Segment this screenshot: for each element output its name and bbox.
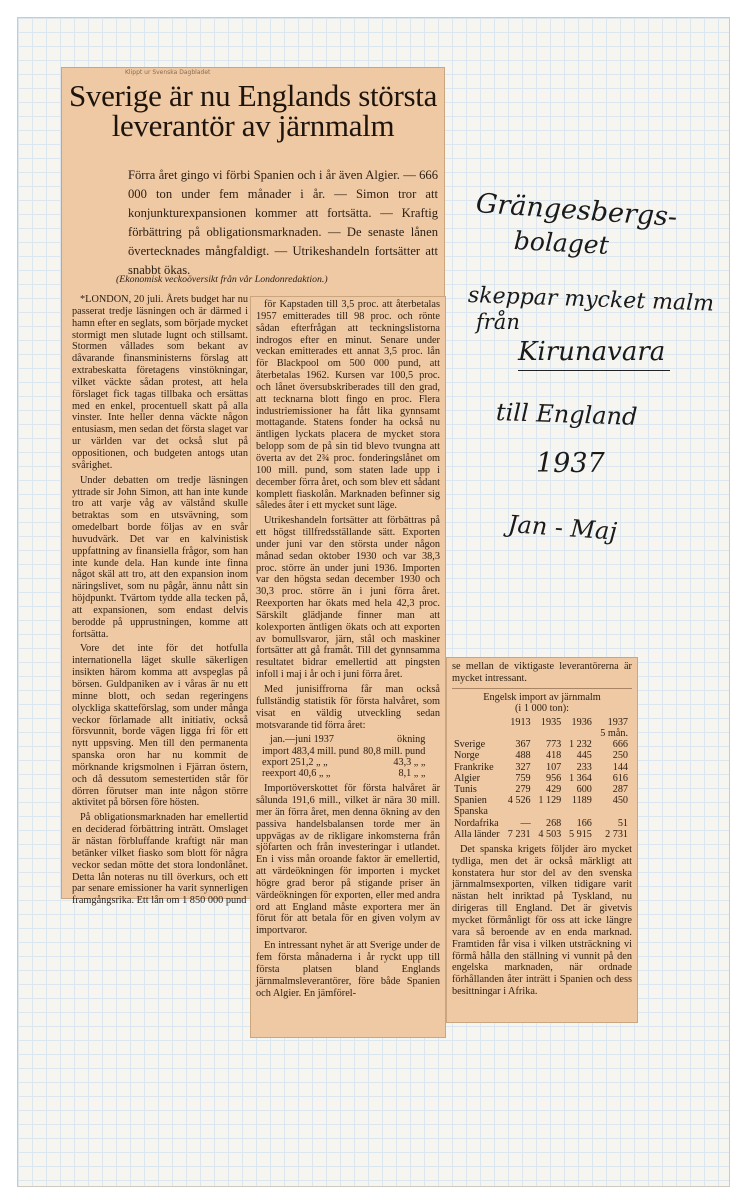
year-note: 5 mån. bbox=[600, 727, 628, 739]
lede-paragraph: Förra året gingo vi förbi Spanien och i år även Algier. — 666 000 ton under fem månader i år. — Simon tror att konjunkturexpansionen kommer att fortsätta. — Kraftig förbättring på obligationsmarknaden. — De senaste lånen övertecknades mångfaldigt. — Utrikeshandeln fortsätter att snabbt ökas. bbox=[128, 168, 438, 277]
byline: (Ekonomisk veckoöversikt från vår Londonredaktion.) bbox=[116, 274, 328, 285]
value-cell: 418 bbox=[545, 750, 562, 762]
year-header: 1935 bbox=[540, 716, 562, 728]
value-cell: 4 526 bbox=[507, 795, 531, 807]
article-column-1 bbox=[72, 294, 248, 910]
article-column-2 bbox=[256, 299, 440, 1002]
year-header: 1936 bbox=[571, 716, 592, 728]
table-row bbox=[452, 739, 630, 750]
ore-table-title: Engelsk import av järnmalm bbox=[483, 691, 601, 703]
handwriting-line: 1937 bbox=[536, 448, 605, 479]
value-cell: 268 bbox=[545, 817, 562, 829]
divider bbox=[452, 688, 632, 689]
paragraph: *LONDON, 20 juli. Årets budget har nu passerat tredje läsningen och är därmed i hamn efter en seglats, som började mycket stormigt men slutade lugnt och stillsamt. Stormen vållades som bekant av dåvarande finansministerns förslag att extrabeskatta företagens vinstökningar, vilket väckte sådan protest, att hela förslaget fick tagas tillbaka och ersättas med en enkel, procentuell skatt på alla vinster. Inte heller denna väckte någon entusiasm, men sedan det första slaget var ur världen var det också slut på oppositionen, och budgeten antogs utan svårighet. bbox=[72, 294, 248, 471]
table-row bbox=[452, 829, 630, 840]
handwriting-line: Kirunavara bbox=[518, 337, 666, 367]
value-cell: 445 bbox=[576, 750, 592, 762]
year-header: 1913 bbox=[510, 716, 531, 728]
table-header-row bbox=[452, 717, 630, 728]
table-note-row bbox=[452, 728, 630, 739]
table-cell: import 483,4 mill. pund bbox=[262, 745, 360, 757]
handwriting-line: Grängesbergs- bbox=[474, 188, 679, 234]
handwriting-line: Jan - Maj bbox=[507, 510, 618, 546]
value-cell: 327 bbox=[515, 761, 531, 773]
table-header-cell: ökning bbox=[397, 734, 426, 746]
value-cell: 367 bbox=[515, 739, 531, 751]
value-cell: — bbox=[520, 817, 531, 829]
paragraph: Under debatten om tredje läsningen yttrade sir John Simon, att han inte kunde tro att varje våg av välstånd skulle betraktas som en utsvävning, som omedelbart borde följas av en svår huvudvärk. Det var en kalvinistisk uppfattning av finansiella frågor, som han inte kunde dela. Han kunde inte finna något skäl att tro, att den expansion inom näringslivet, som nu pågår, ännu nått sin höjdpunkt. Tvärtom tydde alla tecken på, att expansionen, som endast delvis berodde på upprustningen, komme att fortsätta. bbox=[72, 474, 248, 640]
value-cell: 1 364 bbox=[568, 772, 592, 784]
country-cell: Frankrike bbox=[454, 761, 494, 773]
handwriting-line: från bbox=[476, 310, 520, 334]
iron-ore-import-table bbox=[452, 717, 630, 840]
table-row bbox=[452, 762, 630, 773]
paragraph: se mellan de viktigaste leverantörerna är mycket intressant. bbox=[452, 661, 632, 684]
country-cell: Algier bbox=[454, 772, 481, 784]
value-cell: 233 bbox=[576, 761, 592, 773]
value-cell: 773 bbox=[545, 739, 562, 751]
table-cell: export 251,2 „ „ bbox=[262, 756, 328, 768]
value-cell: 1 232 bbox=[568, 739, 592, 751]
value-cell: 5 915 bbox=[568, 828, 592, 840]
table-row bbox=[452, 784, 630, 795]
value-cell: 7 231 bbox=[507, 828, 531, 840]
value-cell: 144 bbox=[612, 761, 628, 773]
country-cell: Norge bbox=[454, 750, 480, 762]
table-row bbox=[260, 746, 427, 757]
clipping-stamp: Klippt ur Svenska Dagbladet bbox=[125, 69, 211, 76]
value-cell: 107 bbox=[545, 761, 562, 773]
handwriting-line: skeppar mycket malm bbox=[467, 283, 715, 317]
newspaper-clipping-column-2 bbox=[250, 296, 446, 1038]
table-row bbox=[452, 773, 630, 784]
ore-table-unit: (i 1 000 ton): bbox=[514, 703, 570, 715]
value-cell: 956 bbox=[545, 772, 562, 784]
value-cell: 600 bbox=[576, 783, 592, 795]
paragraph: Det spanska krigets följder äro mycket tydliga, men det är också märkligt att konstatera hur stor del av den svenska järnmalmsexporten, vilken tidigare varit nästan helt inriktad på Tyskland, nu dirigeras till England. Det är givetvis mycket förmånligt för oss att icke längre vara så beroende av en enda marknad. Framtiden får visa i vilken utsträckning vi förmå hålla den ställning vi vunnit på den engelska marknaden, när ordnade förhållanden åter inträtt i Spanien och dess besittningar i Afrika. bbox=[452, 843, 632, 998]
country-cell: Sverige bbox=[454, 739, 486, 751]
paragraph: Importöverskottet för första halvåret är sålunda 191,6 mill., vilket är nära 30 mill. mer än förra året, men denna ökning av den passiva handelsbalansen torde mer än uppvägas av de rikligare inkomsterna från sjöfarten och från investeringar i utlandet. En i viss mån oroande faktor är emellertid, att värdeökningen för importen i mycket högre grad beror på stigande priser än värdeökningen för exporten, eller med andra ord att England måste exportera mer än förut för att betala för en given volym av importvaror. bbox=[256, 783, 440, 937]
table-cell: 43,3 „ „ bbox=[393, 756, 426, 768]
table-header-row bbox=[260, 734, 427, 745]
paragraph: Vore det inte för det hotfulla internationella läget skulle säkerligen insikten härom komma att avspeglas på börsen. Guldpaniken av i våras är nu ett minne blott, och sedan regeringens olyckliga skatteförslag, som under många veckor förlamade allt initiativ, också försvunnit, borde vägen ligga fri för ett nytt uppsving. Men till den permanenta spanska oron har nu kommit de mörknande krigsmolnen i Fjärran östern, och då dessutom semestertiden står för dörren förutser man inte någon större aktivitet på börsen före hösten. bbox=[72, 643, 248, 809]
value-cell: 51 bbox=[617, 817, 628, 829]
handwriting-line: bolaget bbox=[513, 226, 610, 260]
table-header-cell: jan.—juni 1937 bbox=[270, 734, 334, 746]
table-cell: 80,8 mill. pund bbox=[363, 745, 426, 757]
table-cell: reexport 40,6 „ „ bbox=[262, 767, 331, 779]
paragraph: Utrikeshandeln fortsätter att förbättras på ett högst tillfredsställande sätt. Exporten under juni var den största under någon månad sedan oktober 1930 och var 38,3 proc. större än under juni 1936. Importen var den högsta sedan december 1930 och 30,3 proc. större än i juni förra året. Reexporten har ökats med hela 42,3 proc. Särskilt glädjande finner man att kolexporten äntligen ökats och att exporten av bomullsvaror, järn, stål och maskiner fortsätter att gå framåt. Till det gynnsamma resultatet bidrar emellertid att pingsten infoll i maj i år och i juni förra året. bbox=[256, 515, 440, 681]
value-cell: 1189 bbox=[571, 795, 592, 807]
paragraph: för Kapstaden till 3,5 proc. att återbetalas 1957 emitterades till 98 proc. och rönte sådan efterfrågan att teckningslistorna indrogos efter en minut. Senare under veckan emitterades ett annat 3,5 proc. lån för Blackpool om 500 000 pund, att återbetalas 1962. Kursen var 100,5 proc. och lånet översubskriberades till den grad, att tecknarna blott fingo en proc. Flera industriemissioner ha fått lika gynnsamt mottagande. Statens fonder ha också nu äntligen lyckats placera de mycket stora belopp som de på sin tid blevo tvungna att överta av det 2¾ proc. fonderingslånet om 100 mill. pund, som staten lade upp i december förra året, och som blev ett sådant komplett fiaskolån. Marknaden befinner sig således åter i ett mycket sunt läge. bbox=[256, 299, 440, 512]
table-row bbox=[452, 806, 630, 828]
table-row bbox=[260, 757, 427, 768]
value-cell: 287 bbox=[612, 783, 628, 795]
value-cell: 488 bbox=[515, 750, 531, 762]
headline: Sverige är nu Englands största leverantör av järnmalm bbox=[68, 78, 438, 143]
country-cell: Tunis bbox=[454, 783, 477, 795]
value-cell: 166 bbox=[576, 817, 592, 829]
value-cell: 616 bbox=[612, 772, 628, 784]
value-cell: 759 bbox=[515, 772, 531, 784]
paragraph: Med junisiffrorna får man också fullständig statistik för första halvåret, som visat en väldig utveckling sedan motsvarande tid förra året: bbox=[256, 684, 440, 731]
article-column-3 bbox=[452, 661, 632, 1001]
table-row bbox=[260, 768, 427, 779]
handwriting-line: till England bbox=[495, 398, 638, 431]
year-header: 1937 bbox=[607, 716, 628, 728]
table-cell: 8,1 „ „ bbox=[398, 767, 426, 779]
country-cell: Spanska Nordafrika bbox=[454, 806, 499, 829]
value-cell: 450 bbox=[612, 795, 628, 807]
table-row bbox=[452, 750, 630, 761]
newspaper-clipping-column-3 bbox=[446, 657, 638, 1023]
value-cell: 666 bbox=[612, 739, 628, 751]
handwriting-underline bbox=[518, 370, 670, 371]
value-cell: 429 bbox=[545, 783, 562, 795]
paragraph: En intressant nyhet är att Sverige under de fem första månaderna i år ryckt upp till första platsen bland Englands järnmalmsleverantörer, före både Spanien och Algier. En jämförel- bbox=[256, 940, 440, 999]
trade-statistics-table bbox=[260, 734, 427, 779]
value-cell: 250 bbox=[612, 750, 628, 762]
value-cell: 4 503 bbox=[538, 828, 562, 840]
country-cell: Alla länder bbox=[454, 828, 500, 840]
paragraph: På obligationsmarknaden har emellertid en deciderad förbättring inträtt. Omslaget är nästan förbluffande kraftigt när man betänker vilket fiasko som blott för några veckor sedan mötte det stora londonlånet. Detta lån noteras nu till överkurs, och ett par senare emissioner ha varit synnerligen framgångsrika. Ett lån om 1 850 000 pund bbox=[72, 812, 248, 907]
value-cell: 2 731 bbox=[605, 828, 628, 840]
country-cell: Spanien bbox=[454, 795, 487, 807]
table-row bbox=[452, 795, 630, 806]
value-cell: 279 bbox=[515, 783, 531, 795]
value-cell: 1 129 bbox=[538, 795, 562, 807]
